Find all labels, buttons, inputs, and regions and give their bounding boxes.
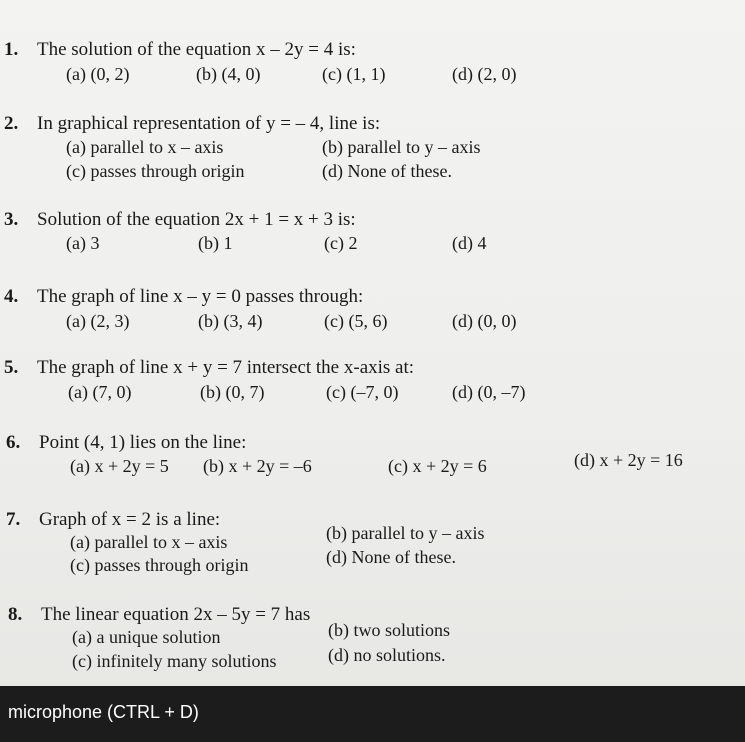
option-c: (c) passes through origin bbox=[70, 555, 249, 575]
option-d: (d) no solutions. bbox=[328, 645, 446, 665]
question-number: 5. bbox=[4, 357, 19, 378]
question-text: The solution of the equation x – 2y = 4 is: bbox=[37, 39, 356, 60]
question-stem bbox=[6, 509, 220, 531]
option-d: (d) (0, 0) bbox=[452, 311, 517, 331]
option-c: (c) x + 2y = 6 bbox=[388, 456, 487, 476]
option-b: (b) 1 bbox=[198, 233, 233, 253]
question-number: 3. bbox=[4, 209, 19, 230]
bottom-toolbar bbox=[0, 686, 745, 742]
option-a: (a) (2, 3) bbox=[66, 311, 130, 331]
question-text: The graph of line x + y = 7 intersect the x-axis at: bbox=[37, 357, 415, 378]
option-a: (a) a unique solution bbox=[72, 627, 221, 647]
question-number: 6. bbox=[6, 432, 21, 453]
question-number: 8. bbox=[8, 604, 23, 625]
option-c: (c) (5, 6) bbox=[324, 311, 388, 331]
question-stem bbox=[4, 286, 363, 308]
option-b: (b) two solutions bbox=[328, 620, 451, 640]
option-a: (a) parallel to x – axis bbox=[66, 137, 224, 157]
option-c: (c) passes through origin bbox=[66, 161, 245, 181]
option-a: (a) x + 2y = 5 bbox=[70, 456, 169, 476]
option-d: (d) x + 2y = 16 bbox=[574, 450, 683, 470]
question-text: Solution of the equation 2x + 1 = x + 3 is: bbox=[37, 209, 356, 230]
option-c: (c) (1, 1) bbox=[322, 64, 386, 84]
option-b: (b) x + 2y = –6 bbox=[203, 456, 312, 476]
option-d: (d) None of these. bbox=[322, 161, 452, 181]
question-stem bbox=[4, 113, 380, 135]
option-c: (c) (–7, 0) bbox=[326, 382, 399, 402]
option-d: (d) (0, –7) bbox=[452, 382, 526, 402]
question-stem bbox=[8, 604, 310, 626]
question-number: 4. bbox=[4, 286, 19, 307]
question-number: 7. bbox=[6, 509, 21, 530]
question-stem bbox=[6, 432, 246, 454]
option-b: (b) parallel to y – axis bbox=[326, 523, 485, 543]
question-text: The graph of line x – y = 0 passes through: bbox=[37, 286, 364, 307]
option-b: (b) (3, 4) bbox=[198, 311, 263, 331]
option-b: (b) parallel to y – axis bbox=[322, 137, 481, 157]
option-a: (a) (0, 2) bbox=[66, 64, 130, 84]
question-text: In graphical representation of y = – 4, line is: bbox=[37, 113, 381, 134]
question-text: Graph of x = 2 is a line: bbox=[39, 509, 221, 530]
question-stem bbox=[4, 209, 356, 231]
question-stem bbox=[4, 357, 414, 379]
question-number: 1. bbox=[4, 39, 19, 60]
option-c: (c) infinitely many solutions bbox=[72, 651, 277, 671]
option-a: (a) parallel to x – axis bbox=[70, 532, 228, 552]
question-number: 2. bbox=[4, 113, 19, 134]
option-d: (d) (2, 0) bbox=[452, 64, 517, 84]
option-c: (c) 2 bbox=[324, 233, 358, 253]
option-a: (a) 3 bbox=[66, 233, 100, 253]
option-b: (b) (4, 0) bbox=[196, 64, 261, 84]
option-d: (d) None of these. bbox=[326, 547, 456, 567]
option-a: (a) (7, 0) bbox=[68, 382, 132, 402]
microphone-shortcut-label[interactable]: microphone (CTRL + D) bbox=[8, 702, 199, 722]
question-stem bbox=[4, 39, 356, 61]
option-b: (b) (0, 7) bbox=[200, 382, 265, 402]
question-text: The linear equation 2x – 5y = 7 has bbox=[41, 604, 311, 625]
option-d: (d) 4 bbox=[452, 233, 487, 253]
question-text: Point (4, 1) lies on the line: bbox=[39, 432, 247, 453]
